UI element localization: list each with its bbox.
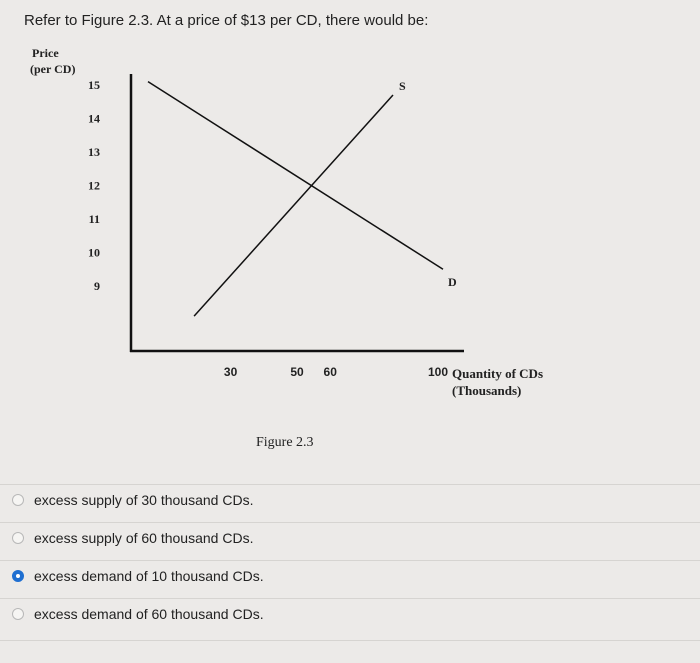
supply-label: S bbox=[399, 79, 406, 93]
y-axis-label-line1: Price bbox=[32, 46, 59, 60]
radio-button[interactable] bbox=[12, 494, 24, 506]
y-tick-label: 12 bbox=[88, 178, 100, 193]
answer-option-label: excess demand of 10 thousand CDs. bbox=[34, 568, 264, 584]
divider bbox=[0, 484, 700, 485]
answer-option-1[interactable] bbox=[12, 488, 253, 512]
answer-option-4[interactable] bbox=[12, 602, 264, 626]
divider bbox=[0, 598, 700, 599]
answer-option-label: excess supply of 60 thousand CDs. bbox=[34, 530, 254, 546]
radio-button-selected[interactable] bbox=[12, 570, 24, 582]
x-tick-label: 100 bbox=[427, 365, 449, 379]
divider bbox=[0, 560, 700, 561]
answer-option-label: excess demand of 60 thousand CDs. bbox=[34, 606, 264, 622]
demand-label: D bbox=[448, 275, 457, 289]
x-axis-label-line2: (Thousands) bbox=[452, 383, 522, 398]
y-tick-label: 11 bbox=[88, 212, 100, 226]
demand-curve bbox=[148, 82, 443, 270]
x-tick-label: 30 bbox=[223, 365, 238, 379]
answer-option-label: excess supply of 30 thousand CDs. bbox=[34, 492, 254, 508]
y-tick-label: 10 bbox=[88, 245, 100, 260]
y-tick-label: 15 bbox=[88, 78, 100, 92]
answer-option-3[interactable] bbox=[12, 564, 264, 588]
figure-caption: Figure 2.3 bbox=[256, 435, 314, 450]
divider bbox=[0, 522, 700, 523]
divider bbox=[0, 640, 700, 641]
supply-curve bbox=[194, 95, 393, 316]
question-text: Refer to Figure 2.3. At a price of $13 per CD, there would be: bbox=[24, 12, 429, 29]
x-axis-label-line1: Quantity of CDs bbox=[452, 366, 544, 381]
radio-button[interactable] bbox=[12, 532, 24, 544]
y-axis-label-line2: (per CD) bbox=[30, 62, 76, 76]
y-tick-label: 14 bbox=[88, 111, 100, 126]
x-tick-label: 50 bbox=[290, 365, 304, 379]
answer-option-2[interactable] bbox=[12, 526, 253, 550]
y-tick-label: 13 bbox=[88, 145, 100, 159]
radio-button[interactable] bbox=[12, 608, 24, 620]
y-tick-label: 9 bbox=[94, 279, 100, 293]
x-tick-label: 60 bbox=[323, 365, 337, 379]
